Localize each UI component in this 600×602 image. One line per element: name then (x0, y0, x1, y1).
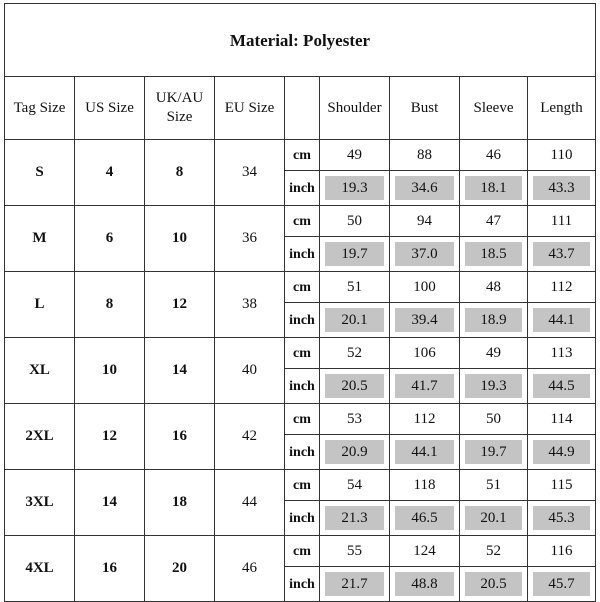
header-eu-size: EU Size (215, 77, 285, 140)
bust-inch-value: 39.4 (395, 308, 454, 332)
us-size-cell: 12 (75, 404, 145, 470)
uk-au-size-cell: 20 (145, 536, 215, 602)
shoulder-cm-cell: 50 (320, 206, 390, 237)
bust-cm-cell: 112 (390, 404, 460, 435)
shoulder-inch-value: 19.7 (325, 242, 384, 266)
size-row-cm (5, 140, 596, 171)
sleeve-cm-cell: 51 (460, 470, 528, 501)
header-bust: Bust (390, 77, 460, 140)
shoulder-inch-cell (320, 501, 390, 536)
size-row-cm (5, 404, 596, 435)
bust-inch-cell (390, 567, 460, 602)
uk-au-size-cell: 14 (145, 338, 215, 404)
unit-inch-cell: inch (285, 567, 320, 602)
unit-inch-cell: inch (285, 171, 320, 206)
sleeve-cm-cell: 52 (460, 536, 528, 567)
tag-size-cell: 3XL (5, 470, 75, 536)
bust-inch-value: 37.0 (395, 242, 454, 266)
size-row-cm (5, 470, 596, 501)
length-inch-cell (528, 171, 596, 206)
shoulder-inch-value: 20.5 (325, 374, 384, 398)
header-row (5, 77, 596, 140)
length-inch-value: 44.1 (533, 308, 590, 332)
unit-cm-cell: cm (285, 470, 320, 501)
sleeve-inch-cell (460, 237, 528, 272)
bust-inch-value: 41.7 (395, 374, 454, 398)
shoulder-inch-value: 20.1 (325, 308, 384, 332)
sleeve-inch-value: 19.3 (465, 374, 522, 398)
length-inch-cell (528, 369, 596, 404)
unit-cm-cell: cm (285, 536, 320, 567)
length-inch-cell (528, 501, 596, 536)
bust-inch-value: 46.5 (395, 506, 454, 530)
header-uk-au-size (145, 77, 215, 140)
bust-inch-value: 48.8 (395, 572, 454, 596)
shoulder-cm-cell: 55 (320, 536, 390, 567)
length-inch-cell (528, 567, 596, 602)
header-us-size: US Size (75, 77, 145, 140)
sleeve-inch-cell (460, 435, 528, 470)
unit-cm-cell: cm (285, 140, 320, 171)
us-size-cell: 4 (75, 140, 145, 206)
length-inch-cell (528, 303, 596, 338)
sleeve-inch-cell (460, 369, 528, 404)
header-unit (285, 77, 320, 140)
us-size-cell: 16 (75, 536, 145, 602)
eu-size-cell: 36 (215, 206, 285, 272)
bust-cm-cell: 118 (390, 470, 460, 501)
shoulder-inch-value: 20.9 (325, 440, 384, 464)
tag-size-cell: 4XL (5, 536, 75, 602)
us-size-cell: 10 (75, 338, 145, 404)
unit-cm-cell: cm (285, 404, 320, 435)
size-row-cm (5, 536, 596, 567)
header-tag-size: Tag Size (5, 77, 75, 140)
sleeve-cm-cell: 47 (460, 206, 528, 237)
tag-size-cell: XL (5, 338, 75, 404)
header-length: Length (528, 77, 596, 140)
eu-size-cell: 46 (215, 536, 285, 602)
length-inch-value: 43.7 (533, 242, 590, 266)
sleeve-cm-cell: 48 (460, 272, 528, 303)
sleeve-inch-value: 18.1 (465, 176, 522, 200)
shoulder-cm-cell: 51 (320, 272, 390, 303)
length-inch-value: 45.7 (533, 572, 590, 596)
shoulder-inch-cell (320, 369, 390, 404)
unit-inch-cell: inch (285, 369, 320, 404)
title-row (5, 4, 596, 77)
shoulder-cm-cell: 53 (320, 404, 390, 435)
sleeve-inch-value: 19.7 (465, 440, 522, 464)
chart-title: Material: Polyester (5, 4, 596, 77)
unit-cm-cell: cm (285, 338, 320, 369)
length-inch-value: 44.9 (533, 440, 590, 464)
unit-inch-cell: inch (285, 237, 320, 272)
bust-inch-cell (390, 303, 460, 338)
sleeve-cm-cell: 50 (460, 404, 528, 435)
sleeve-inch-cell (460, 171, 528, 206)
shoulder-inch-value: 21.7 (325, 572, 384, 596)
shoulder-inch-value: 19.3 (325, 176, 384, 200)
sleeve-inch-cell (460, 567, 528, 602)
bust-cm-cell: 88 (390, 140, 460, 171)
length-inch-cell (528, 237, 596, 272)
bust-inch-value: 34.6 (395, 176, 454, 200)
bust-inch-cell (390, 501, 460, 536)
shoulder-inch-cell (320, 171, 390, 206)
bust-inch-cell (390, 171, 460, 206)
eu-size-cell: 34 (215, 140, 285, 206)
unit-inch-cell: inch (285, 303, 320, 338)
length-cm-cell: 110 (528, 140, 596, 171)
sleeve-cm-cell: 46 (460, 140, 528, 171)
length-inch-value: 45.3 (533, 506, 590, 530)
length-inch-cell (528, 435, 596, 470)
eu-size-cell: 44 (215, 470, 285, 536)
shoulder-cm-cell: 49 (320, 140, 390, 171)
sleeve-cm-cell: 49 (460, 338, 528, 369)
sleeve-inch-cell (460, 303, 528, 338)
uk-au-size-cell: 8 (145, 140, 215, 206)
bust-cm-cell: 124 (390, 536, 460, 567)
sleeve-inch-value: 18.5 (465, 242, 522, 266)
shoulder-cm-cell: 52 (320, 338, 390, 369)
size-row-cm (5, 272, 596, 303)
us-size-cell: 6 (75, 206, 145, 272)
us-size-cell: 8 (75, 272, 145, 338)
shoulder-inch-value: 21.3 (325, 506, 384, 530)
header-uk-au-line1: UK/AU (155, 90, 204, 106)
eu-size-cell: 42 (215, 404, 285, 470)
uk-au-size-cell: 10 (145, 206, 215, 272)
length-cm-cell: 113 (528, 338, 596, 369)
bust-inch-cell (390, 369, 460, 404)
bust-inch-cell (390, 435, 460, 470)
sleeve-inch-value: 20.5 (465, 572, 522, 596)
header-uk-au-line2: Size (166, 109, 193, 125)
size-row-cm (5, 206, 596, 237)
eu-size-cell: 38 (215, 272, 285, 338)
tag-size-cell: L (5, 272, 75, 338)
unit-inch-cell: inch (285, 501, 320, 536)
bust-cm-cell: 94 (390, 206, 460, 237)
header-shoulder: Shoulder (320, 77, 390, 140)
length-cm-cell: 115 (528, 470, 596, 501)
size-chart-table (4, 3, 596, 602)
length-inch-value: 44.5 (533, 374, 590, 398)
length-inch-value: 43.3 (533, 176, 590, 200)
sleeve-inch-value: 18.9 (465, 308, 522, 332)
uk-au-size-cell: 16 (145, 404, 215, 470)
shoulder-cm-cell: 54 (320, 470, 390, 501)
length-cm-cell: 114 (528, 404, 596, 435)
size-row-cm (5, 338, 596, 369)
bust-inch-value: 44.1 (395, 440, 454, 464)
length-cm-cell: 116 (528, 536, 596, 567)
uk-au-size-cell: 12 (145, 272, 215, 338)
header-sleeve: Sleeve (460, 77, 528, 140)
unit-cm-cell: cm (285, 206, 320, 237)
sleeve-inch-cell (460, 501, 528, 536)
length-cm-cell: 111 (528, 206, 596, 237)
unit-inch-cell: inch (285, 435, 320, 470)
bust-cm-cell: 100 (390, 272, 460, 303)
tag-size-cell: M (5, 206, 75, 272)
tag-size-cell: S (5, 140, 75, 206)
us-size-cell: 14 (75, 470, 145, 536)
eu-size-cell: 40 (215, 338, 285, 404)
length-cm-cell: 112 (528, 272, 596, 303)
shoulder-inch-cell (320, 303, 390, 338)
shoulder-inch-cell (320, 567, 390, 602)
bust-cm-cell: 106 (390, 338, 460, 369)
shoulder-inch-cell (320, 435, 390, 470)
shoulder-inch-cell (320, 237, 390, 272)
sleeve-inch-value: 20.1 (465, 506, 522, 530)
size-chart-sheet (4, 3, 595, 596)
bust-inch-cell (390, 237, 460, 272)
uk-au-size-cell: 18 (145, 470, 215, 536)
tag-size-cell: 2XL (5, 404, 75, 470)
unit-cm-cell: cm (285, 272, 320, 303)
